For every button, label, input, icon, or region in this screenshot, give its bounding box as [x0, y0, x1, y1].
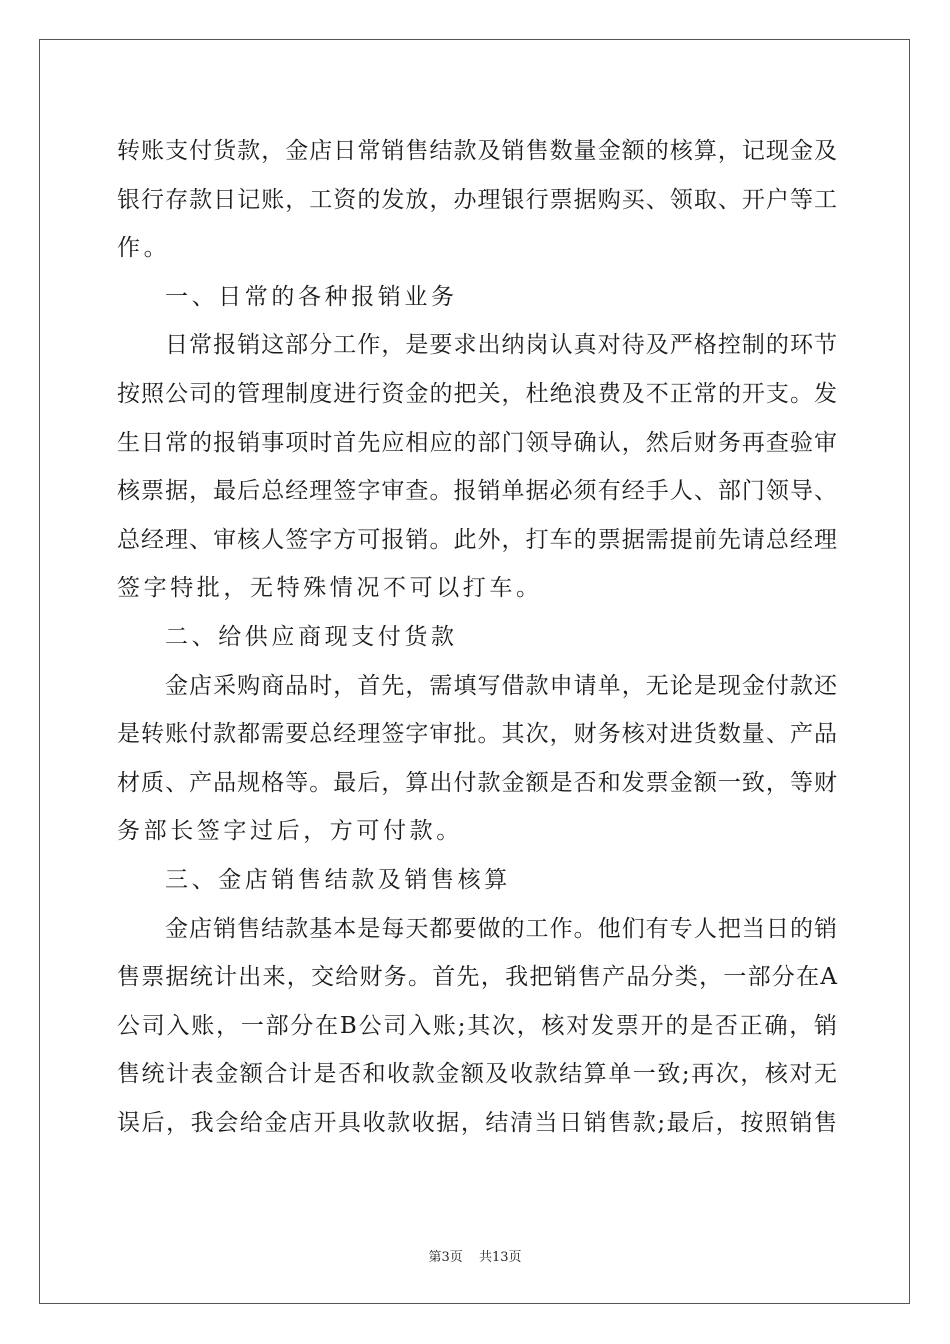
text-line: 材质、产品规格等。最后，算出付款金额是否和发票金额一致，等财	[117, 769, 837, 796]
text-line: 日常报销这部分工作，是要求出纳岗认真对待及严格控制的环节	[165, 332, 837, 359]
text-line: 售统计表金额合计是否和收款金额及收款结算单一致;再次，核对无	[117, 1061, 837, 1088]
total-pages-label: 共13页	[478, 1250, 522, 1265]
text-line: 按照公司的管理制度进行资金的把关，杜绝浪费及不正常的开支。发	[117, 380, 837, 407]
text-line: 二、给供应商现支付货款	[165, 623, 458, 650]
text-line: 误后，我会给金店开具收款收据，结清当日销售款;最后，按照销售	[117, 1109, 837, 1136]
text-line: 转账支付货款，金店日常销售结款及销售数量金额的核算，记现金及	[117, 138, 837, 164]
text-line: 银行存款日记账，工资的发放，办理银行票据购买、领取、开户等工	[117, 186, 837, 213]
current-page-label: 第3页	[428, 1250, 463, 1265]
text-line: 生日常的报销事项时首先应相应的部门领导确认，然后财务再查验审	[117, 429, 837, 456]
text-line: 是转账付款都需要总经理签字审批。其次，财务核对进货数量、产品	[117, 721, 837, 748]
text-line: 总经理、审核人签字方可报销。此外，打车的票据需提前先请总经理	[117, 526, 837, 553]
text-line: 一、日常的各种报销业务	[165, 283, 458, 310]
text-line: 售票据统计出来，交给财务。首先，我把销售产品分类，一部分在A	[117, 964, 837, 991]
text-line: 作。	[117, 235, 171, 262]
text-line: 公司入账，一部分在B公司入账;其次，核对发票开的是否正确，销	[117, 1012, 837, 1039]
text-line: 务部长签字过后，方可付款。	[117, 818, 463, 845]
document-body	[117, 127, 837, 1147]
text-line: 金店采购商品时，首先，需填写借款申请单，无论是现金付款还	[165, 672, 837, 699]
text-line: 金店销售结款基本是每天都要做的工作。他们有专人把当日的销	[165, 915, 837, 942]
page-footer	[0, 1246, 950, 1265]
text-line: 三、金店销售结款及销售核算	[165, 866, 511, 893]
text-line: 签字特批，无特殊情况不可以打车。	[117, 575, 543, 602]
text-line: 核票据，最后总经理签字审查。报销单据必须有经手人、部门领导、	[117, 478, 837, 505]
